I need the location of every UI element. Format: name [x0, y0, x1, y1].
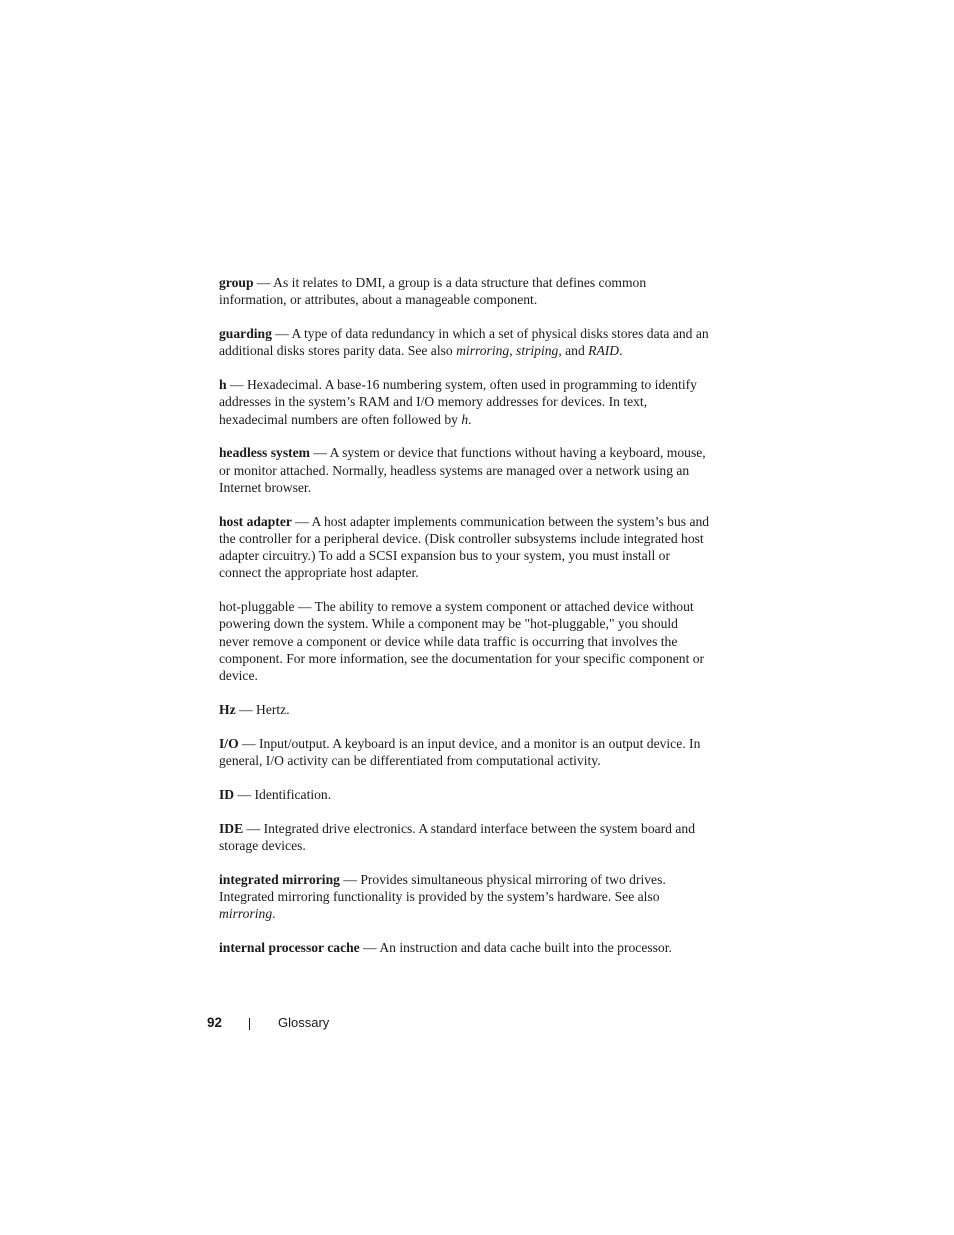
- glossary-entry: [219, 376, 711, 428]
- glossary-term: hot-pluggable: [219, 599, 295, 615]
- definition-text: .: [272, 906, 276, 922]
- cross-reference-term: mirroring: [219, 906, 273, 922]
- glossary-entry: [219, 735, 711, 769]
- glossary-term: Hz: [219, 701, 236, 717]
- definition-text: — Identification.: [234, 786, 332, 802]
- cross-reference-term: RAID: [588, 343, 620, 359]
- glossary-term: h: [219, 377, 227, 393]
- glossary-term: I/O: [219, 735, 239, 751]
- glossary-entry: [219, 513, 711, 582]
- cross-reference-term: h: [461, 411, 469, 427]
- cross-reference-term: striping: [516, 343, 559, 359]
- glossary-term: group: [219, 275, 254, 290]
- glossary-entry: [219, 701, 711, 718]
- glossary-entry: [219, 274, 711, 308]
- definition-text: — An instruction and data cache built into the processor.: [359, 940, 672, 956]
- glossary-entry: [219, 598, 711, 684]
- section-name: Glossary: [278, 1015, 330, 1030]
- footer-separator: [249, 1018, 250, 1030]
- glossary-term: guarding: [219, 326, 272, 342]
- cross-reference-term: mirroring: [456, 343, 510, 359]
- definition-text: — The ability to remove a system component or attached device without powering down the system. While a component may be "hot-pluggable," you should never remove a component or device while data traffic is occurring that involves the component. For more information, see the documentation for your specific component or device.: [219, 599, 705, 684]
- definition-text: ,: [509, 343, 517, 359]
- definition-text: — A system or device that functions without having a keyboard, mouse, or monitor attached. Normally, headless systems are managed over a network using an Internet browser.: [219, 445, 706, 495]
- glossary-entry: [219, 871, 711, 923]
- definition-text: .: [619, 343, 623, 359]
- definition-text: — Hexadecimal. A base-16 numbering system, often used in programming to identify addresses in the system’s RAM and I/O memory addresses for devices. In text, hexadecimal numbers are often followed by: [219, 377, 697, 427]
- glossary-term: headless system: [219, 445, 311, 461]
- definition-text: — As it relates to DMI, a group is a data structure that defines common information, or attributes, about a manageable component.: [219, 275, 647, 308]
- glossary-entry: [219, 939, 711, 956]
- definition-text: — Provides simultaneous physical mirroring of two drives. Integrated mirroring functionality is provided by the system’s hardware. See also: [219, 871, 666, 905]
- definition-text: — Input/output. A keyboard is an input device, and a monitor is an output device. In general, I/O activity can be differentiated from computational activity.: [219, 735, 701, 769]
- definition-text: — Hertz.: [235, 701, 290, 717]
- definition-text: — Integrated drive electronics. A standard interface between the system board and storage devices.: [219, 820, 696, 854]
- glossary-entry: [219, 444, 711, 496]
- glossary-entry: [219, 325, 711, 359]
- glossary-entries: [219, 274, 711, 973]
- glossary-term: ID: [219, 786, 235, 802]
- definition-text: .: [468, 411, 472, 427]
- glossary-term: integrated mirroring: [219, 871, 340, 887]
- definition-text: — A type of data redundancy in which a set of physical disks stores data and an additional disks stores parity data. See also: [219, 326, 709, 359]
- glossary-term: host adapter: [219, 513, 292, 529]
- definition-text: — A host adapter implements communication between the system’s bus and the controller for a peripheral device. (Disk controller subsystems include integrated host adapter circuitry.) To add a SCSI expansion bus to your system, you must install or connect the appropriate host adapter.: [219, 513, 710, 581]
- page-number: 92: [207, 1015, 223, 1030]
- definition-text: , and: [558, 343, 589, 359]
- glossary-entry: [219, 786, 711, 803]
- glossary-term: IDE: [219, 820, 244, 836]
- glossary-entry: [219, 820, 711, 854]
- glossary-term: internal processor cache: [219, 940, 360, 956]
